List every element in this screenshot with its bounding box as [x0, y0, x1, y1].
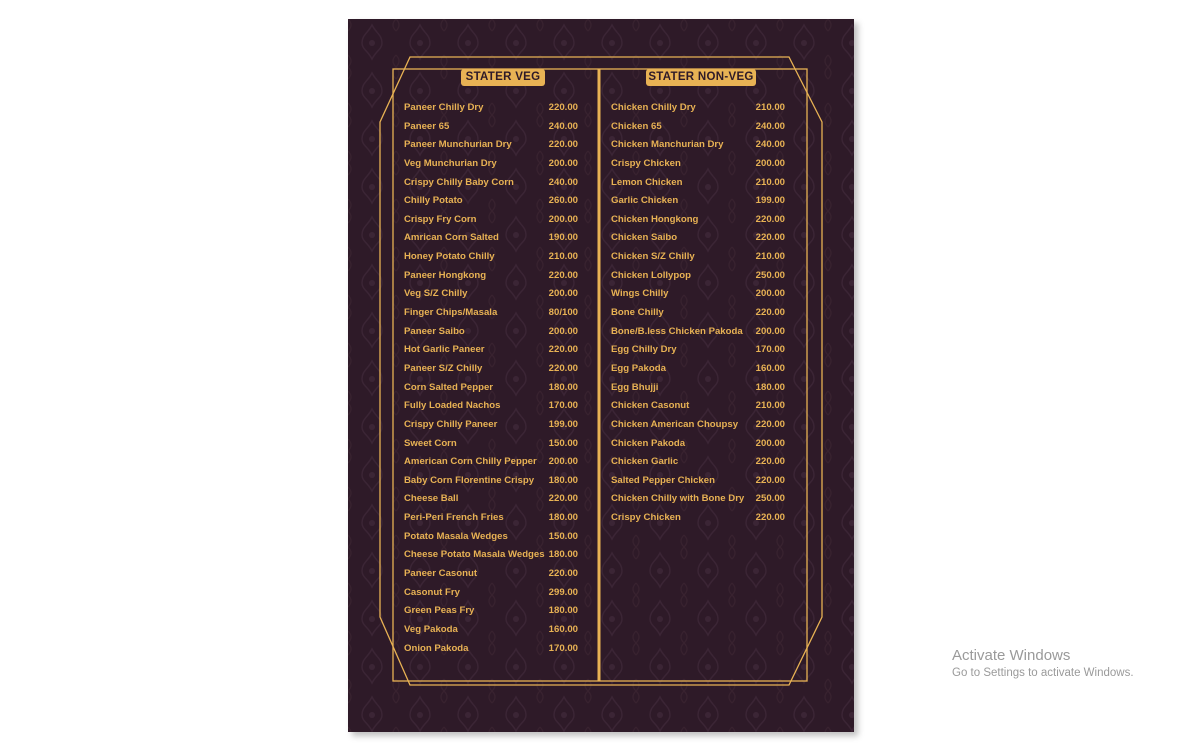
menu-item-price: 220.00	[548, 362, 578, 374]
menu-item-name: Paneer 65	[404, 120, 450, 132]
veg-item-list	[404, 99, 580, 658]
menu-item-name: Fully Loaded Nachos	[404, 400, 501, 412]
menu-item	[611, 285, 787, 304]
menu-item-price: 220.00	[755, 307, 785, 319]
menu-item	[611, 248, 787, 267]
menu-item	[404, 509, 580, 528]
menu-item-name: Salted Pepper Chicken	[611, 474, 715, 486]
menu-item-name: Finger Chips/Masala	[404, 307, 498, 319]
menu-item	[404, 435, 580, 454]
menu-item-name: Chicken American Choupsy	[611, 418, 739, 430]
menu-item-price: 220.00	[755, 512, 785, 524]
menu-item-name: Potato Masala Wedges	[404, 530, 508, 542]
menu-item	[611, 229, 787, 248]
menu-item-name: Veg Pakoda	[404, 623, 458, 635]
menu-item-name: Paneer S/Z Chilly	[404, 362, 483, 374]
menu-item-name: American Corn Chilly Pepper	[404, 456, 537, 468]
menu-card	[348, 19, 854, 732]
menu-item-name: Egg Pakoda	[611, 362, 666, 374]
menu-item	[611, 136, 787, 155]
menu-item	[404, 602, 580, 621]
menu-item	[404, 267, 580, 286]
menu-item-name: Chicken Chilly with Bone Dry	[611, 493, 745, 505]
menu-item-name: Cheese Ball	[404, 493, 459, 505]
menu-item-price: 220.00	[755, 213, 785, 225]
menu-item	[404, 546, 580, 565]
menu-item-name: Paneer Casonut	[404, 568, 478, 580]
menu-item-price: 210.00	[548, 251, 578, 263]
menu-item	[404, 640, 580, 659]
menu-item-price: 220.00	[755, 456, 785, 468]
menu-item-price: 150.00	[548, 530, 578, 542]
menu-item-price: 210.00	[755, 400, 785, 412]
menu-item-price: 170.00	[548, 642, 578, 654]
menu-item-name: Crispy Chicken	[611, 157, 681, 169]
menu-item-name: Paneer Hongkong	[404, 269, 487, 281]
menu-item-price: 200.00	[548, 157, 578, 169]
menu-item-name: Chicken Garlic	[611, 456, 679, 468]
menu-item	[404, 528, 580, 547]
menu-item	[611, 267, 787, 286]
menu-item-price: 180.00	[548, 474, 578, 486]
menu-item	[404, 472, 580, 491]
menu-item-price: 200.00	[548, 456, 578, 468]
menu-item	[611, 341, 787, 360]
menu-item-price: 220.00	[548, 344, 578, 356]
menu-item	[611, 379, 787, 398]
menu-item-price: 220.00	[548, 269, 578, 281]
menu-item-price: 299.00	[548, 586, 578, 598]
menu-item-name: Onion Pakoda	[404, 642, 469, 654]
menu-item-price: 180.00	[755, 381, 785, 393]
menu-item-price: 170.00	[548, 400, 578, 412]
menu-item-name: Casonut Fry	[404, 586, 460, 598]
menu-item-price: 260.00	[548, 195, 578, 207]
menu-item	[404, 155, 580, 174]
menu-item-price: 180.00	[548, 512, 578, 524]
menu-item	[404, 360, 580, 379]
menu-item-name: Cheese Potato Masala Wedges	[404, 549, 545, 561]
menu-item-name: Chicken S/Z Chilly	[611, 251, 695, 263]
menu-item-price: 200.00	[548, 325, 578, 337]
menu-item	[611, 192, 787, 211]
menu-item-name: Honey Potato Chilly	[404, 251, 495, 263]
menu-item-name: Chicken Manchurian Dry	[611, 139, 724, 151]
menu-item	[404, 248, 580, 267]
menu-item	[611, 174, 787, 193]
menu-item-name: Chicken Chilly Dry	[611, 102, 696, 113]
menu-item-price: 200.00	[755, 325, 785, 337]
menu-item-price: 220.00	[548, 568, 578, 580]
menu-item-price: 180.00	[548, 549, 578, 561]
menu-item	[611, 304, 787, 323]
menu-item-name: Amrican Corn Salted	[404, 232, 499, 244]
menu-item-name: Veg S/Z Chilly	[404, 288, 468, 300]
menu-item-price: 170.00	[755, 344, 785, 356]
menu-item	[404, 118, 580, 137]
menu-item	[404, 136, 580, 155]
menu-item	[611, 416, 787, 435]
menu-item	[611, 99, 787, 118]
menu-item-name: Chicken Hongkong	[611, 213, 699, 225]
menu-item-price: 250.00	[755, 493, 785, 505]
activation-watermark	[952, 647, 1134, 681]
menu-item-name: Bone Chilly	[611, 307, 664, 319]
menu-item-name: Green Peas Fry	[404, 605, 475, 617]
menu-item	[611, 490, 787, 509]
menu-item	[611, 509, 787, 528]
menu-item-name: Egg Chilly Dry	[611, 344, 677, 356]
menu-item-name: Crispy Chilly Baby Corn	[404, 176, 514, 188]
menu-item-price: 200.00	[755, 288, 785, 300]
menu-item-price: 220.00	[548, 102, 578, 113]
menu-item-price: 160.00	[755, 362, 785, 374]
nonveg-item-list	[611, 99, 787, 528]
menu-item-name: Paneer Munchurian Dry	[404, 139, 512, 151]
menu-item	[404, 341, 580, 360]
menu-item-price: 240.00	[548, 120, 578, 132]
menu-item-price: 200.00	[548, 288, 578, 300]
menu-item-name: Paneer Saibo	[404, 325, 465, 337]
menu-item	[404, 99, 580, 118]
menu-item-name: Chicken 65	[611, 120, 662, 132]
menu-item-name: Baby Corn Florentine Crispy	[404, 474, 535, 486]
menu-item-price: 240.00	[755, 139, 785, 151]
menu-item-price: 80/100	[548, 307, 578, 319]
menu-item-price: 200.00	[755, 157, 785, 169]
menu-item-price: 220.00	[548, 493, 578, 505]
menu-item	[404, 323, 580, 342]
menu-item	[404, 416, 580, 435]
menu-item-name: Egg Bhujji	[611, 381, 659, 393]
menu-item-price: 200.00	[755, 437, 785, 449]
menu-item-name: Wings Chilly	[611, 288, 669, 300]
menu-item	[404, 229, 580, 248]
menu-item-name: Chicken Pakoda	[611, 437, 686, 449]
menu-item-price: 210.00	[755, 176, 785, 188]
menu-item-name: Chilly Potato	[404, 195, 463, 207]
menu-item	[611, 397, 787, 416]
menu-item	[404, 584, 580, 603]
menu-item-price: 199.00	[548, 418, 578, 430]
menu-item-name: Crispy Fry Corn	[404, 213, 477, 225]
menu-item	[404, 304, 580, 323]
menu-item-name: Bone/B.less Chicken Pakoda	[611, 325, 743, 337]
menu-item-price: 190.00	[548, 232, 578, 244]
menu-item-name: Lemon Chicken	[611, 176, 683, 188]
menu-item-price: 180.00	[548, 605, 578, 617]
menu-item	[611, 323, 787, 342]
menu-item	[611, 435, 787, 454]
menu-item-price: 180.00	[548, 381, 578, 393]
menu-item-name: Chicken Saibo	[611, 232, 678, 244]
menu-item-name: Crispy Chicken	[611, 512, 681, 524]
menu-item-name: Chicken Casonut	[611, 400, 690, 412]
menu-item-name: Paneer Chilly Dry	[404, 102, 484, 113]
menu-item	[611, 155, 787, 174]
menu-item	[404, 174, 580, 193]
menu-item-name: Corn Salted Pepper	[404, 381, 494, 393]
menu-item-price: 200.00	[548, 213, 578, 225]
menu-item-price: 250.00	[755, 269, 785, 281]
menu-item	[404, 565, 580, 584]
menu-item-price: 210.00	[755, 102, 785, 113]
menu-item-price: 220.00	[755, 232, 785, 244]
menu-item-price: 220.00	[755, 474, 785, 486]
menu-item-price: 150.00	[548, 437, 578, 449]
menu-item-price: 220.00	[548, 139, 578, 151]
menu-item	[404, 211, 580, 230]
menu-item	[404, 192, 580, 211]
menu-item-price: 210.00	[755, 251, 785, 263]
menu-item-name: Sweet Corn	[404, 437, 457, 449]
menu-item	[404, 490, 580, 509]
menu-item-price: 199.00	[755, 195, 785, 207]
veg-heading: STATER VEG	[461, 69, 545, 86]
menu-item	[611, 453, 787, 472]
menu-item	[611, 472, 787, 491]
menu-item	[611, 360, 787, 379]
menu-item	[404, 379, 580, 398]
menu-item	[611, 211, 787, 230]
menu-item	[611, 118, 787, 137]
menu-item-name: Veg Munchurian Dry	[404, 157, 497, 169]
menu-item-price: 240.00	[548, 176, 578, 188]
menu-item-price: 240.00	[755, 120, 785, 132]
menu-item-name: Chicken Lollypop	[611, 269, 691, 281]
menu-item	[404, 397, 580, 416]
watermark-title: Activate Windows	[952, 647, 1071, 664]
menu-item-name: Crispy Chilly Paneer	[404, 418, 498, 430]
menu-item-price: 220.00	[755, 418, 785, 430]
menu-item	[404, 621, 580, 640]
menu-item-name: Peri-Peri French Fries	[404, 512, 504, 524]
menu-item-price: 160.00	[548, 623, 578, 635]
menu-item	[404, 285, 580, 304]
menu-item-name: Garlic Chicken	[611, 195, 679, 207]
nonveg-heading: STATER NON-VEG	[646, 69, 756, 86]
menu-item-name: Hot Garlic Paneer	[404, 344, 485, 356]
watermark-subtitle: Go to Settings to activate Windows.	[952, 667, 1134, 679]
menu-item	[404, 453, 580, 472]
